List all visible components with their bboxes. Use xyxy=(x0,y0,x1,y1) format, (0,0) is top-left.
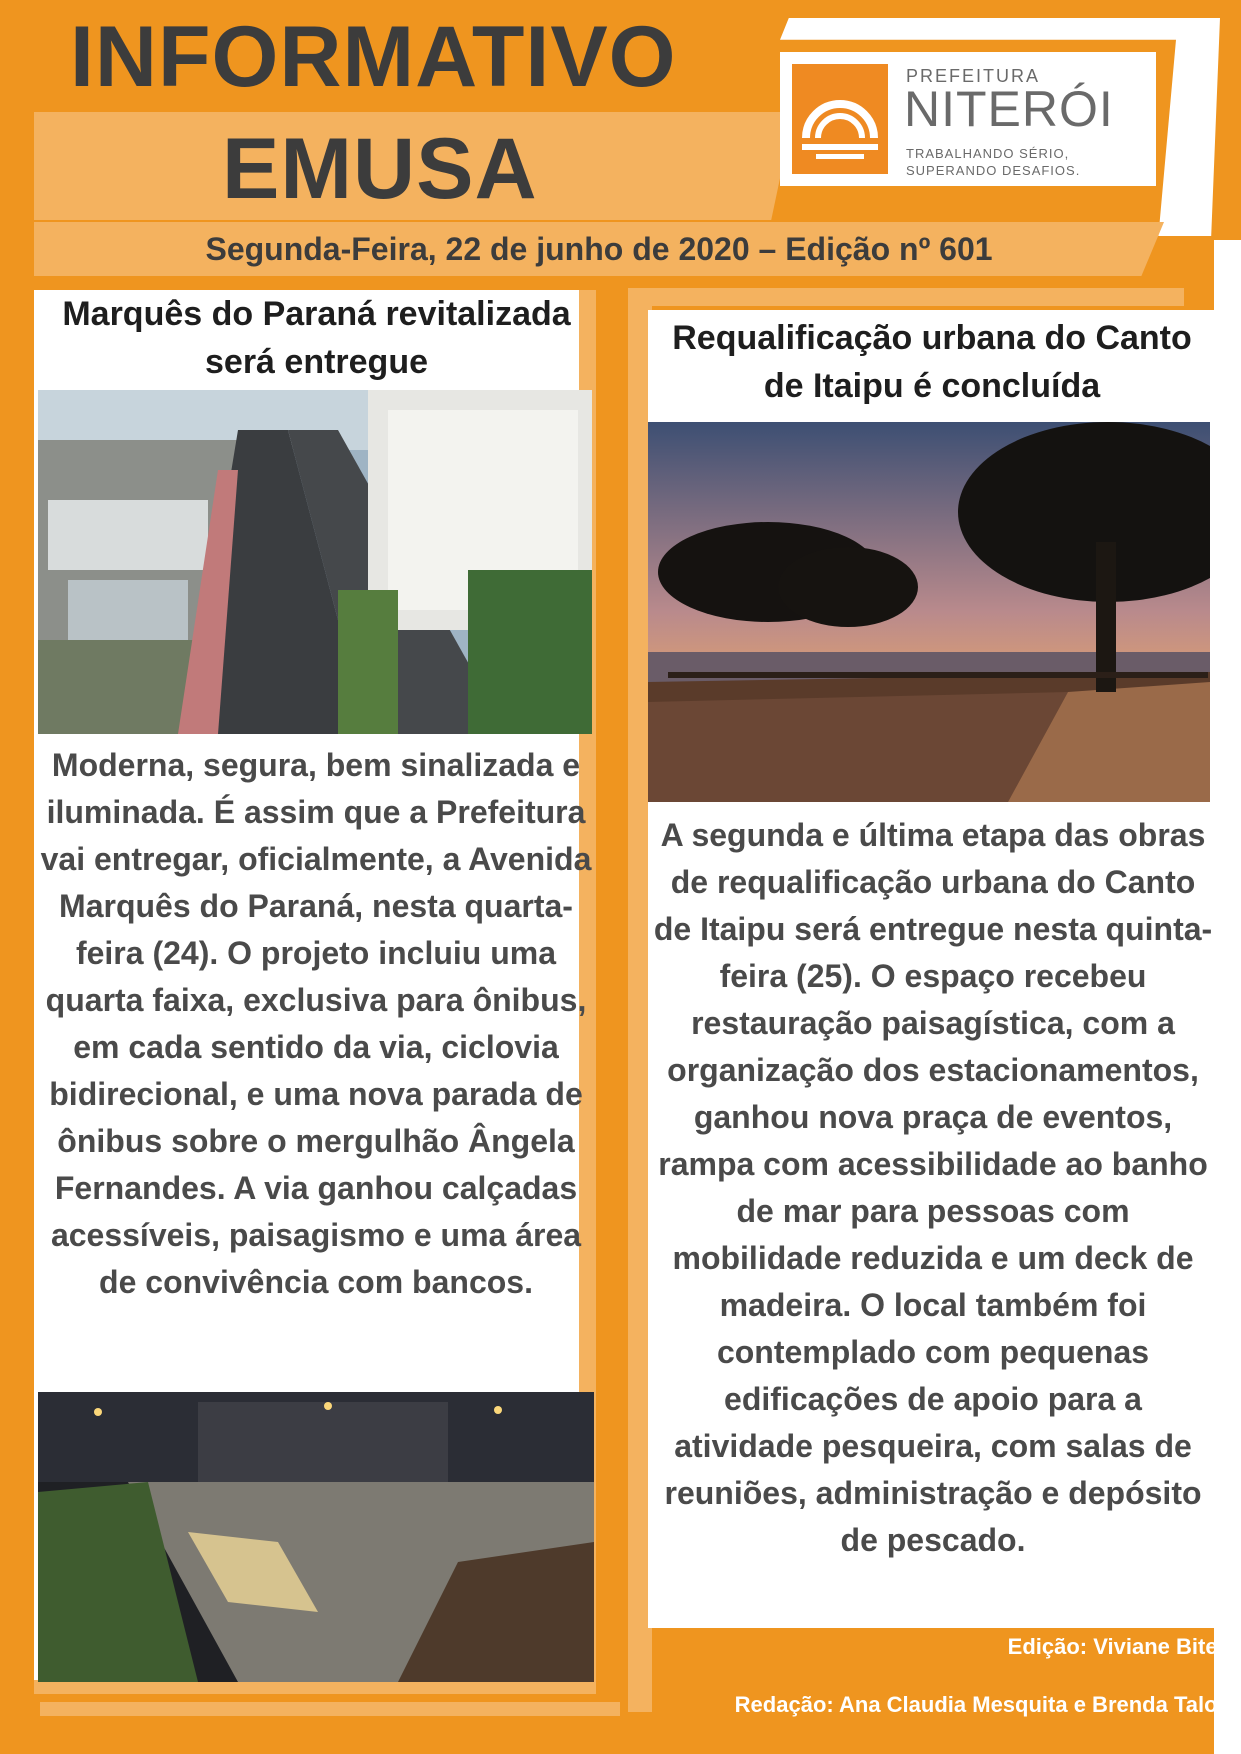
avenue-aerial-photo xyxy=(38,390,592,734)
logo-niteroi-text: NITERÓI xyxy=(904,81,1114,137)
left-article-body: Moderna, segura, bem sinalizada e iluminada. É assim que a Prefeitura vai entregar, oficialmente, a Avenida Marquês do Paraná, nesta quarta-feira (24). O projeto incluiu uma quarta faixa, exclusiva para ônibus, em cada sentido da via, ciclovia bidirecional, e uma nova parada de ônibus sobre o mergulhão Ângela Fernandes. A via ganhou calçadas acessíveis, paisagismo e uma área de convivência com bancos. xyxy=(40,747,592,1300)
page-right-edge xyxy=(1214,240,1241,1754)
logo-tagline-2: SUPERANDO DESAFIOS. xyxy=(906,163,1081,178)
right-article-body: A segunda e última etapa das obras de requalificação urbana do Canto de Itaipu será entregue nesta quinta-feira (25). O espaço recebeu restauração paisagística, com a organização dos estacionamentos, ganhou nova praça de eventos, rampa com acessibilidade ao banho de mar para pessoas com mobilidade reduzida e um deck de madeira. O local também foi contemplado com pequenas edificações de apoio para a atividade pesqueira, com salas de reuniões, administração e depósito de pescado. xyxy=(653,817,1213,1558)
left-bottom-strip xyxy=(40,1702,620,1716)
logo-tagline-1: TRABALHANDO SÉRIO, xyxy=(906,146,1070,161)
credit-writers: Redação: Ana Claudia Mesquita e Brenda Talon xyxy=(734,1692,1231,1717)
itaipu-sunset-photo xyxy=(648,422,1210,802)
niteroi-logo-icon xyxy=(792,64,888,174)
newsletter-title-line1: INFORMATIVO xyxy=(70,9,677,105)
night-plaza-photo xyxy=(38,1392,594,1682)
newsletter-title-line2: EMUSA xyxy=(222,121,538,217)
right-top-strip xyxy=(628,288,1184,306)
right-article-headline: Requalificação urbana do Canto de Itaipu é concluída xyxy=(672,319,1192,405)
left-article-headline: Marquês do Paraná revitalizada será entregue xyxy=(62,295,571,381)
credit-edition: Edição: Viviane Biteti xyxy=(1007,1634,1231,1659)
logo-prefeitura-text: PREFEITURA xyxy=(906,66,1041,86)
edition-date: Segunda-Feira, 22 de junho de 2020 – Edição nº 601 xyxy=(205,231,993,267)
